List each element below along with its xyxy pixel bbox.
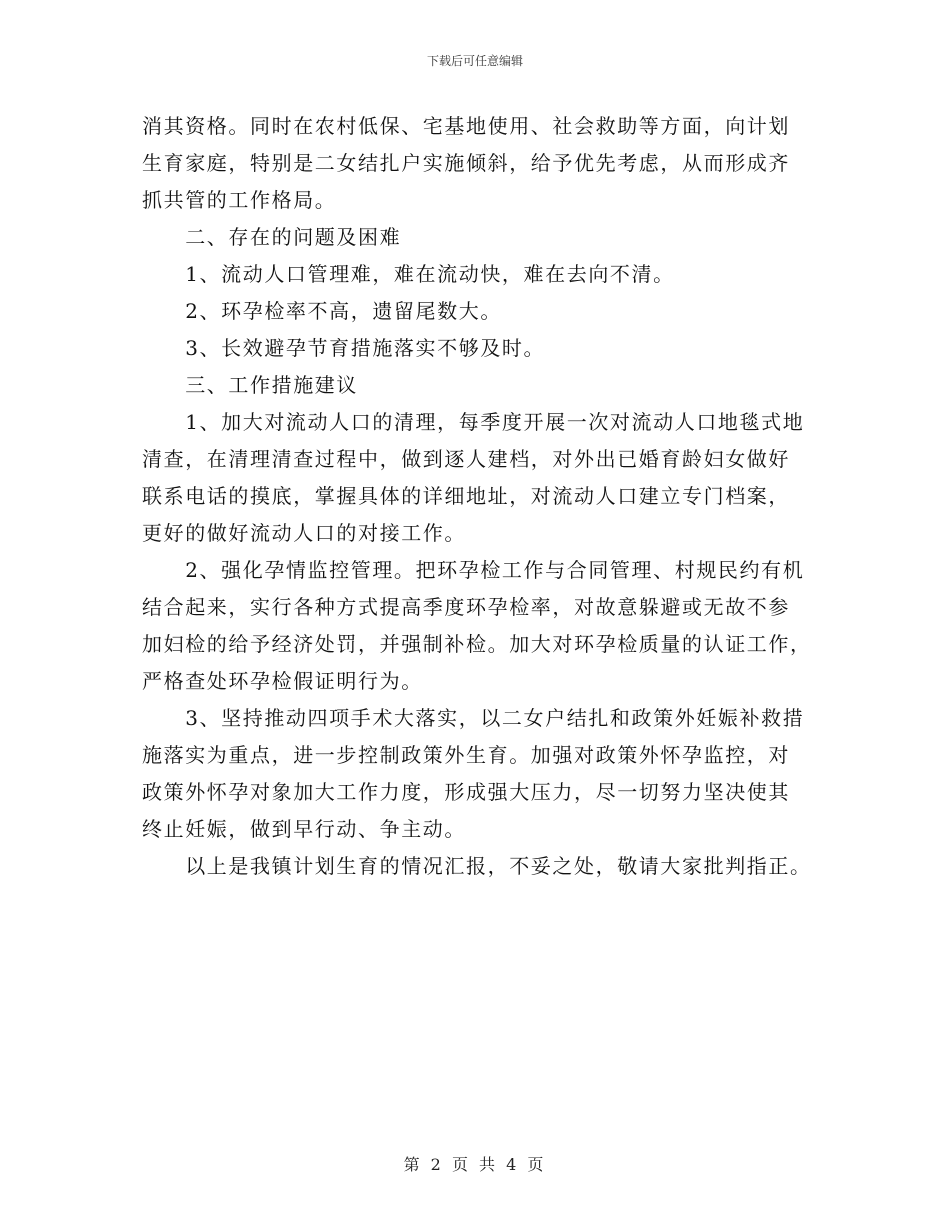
section-heading-measures: 三、工作措施建议 (142, 373, 358, 397)
text-line: 加妇检的给予经济处罚，并强制补检。加大对环孕检质量的认证工作， (142, 632, 812, 656)
page-header-note: 下载后可任意编辑 (426, 54, 523, 68)
text-line: 2、环孕检率不高，遗留尾数大。 (142, 299, 502, 323)
text-line: 联系电话的摸底，掌握具体的详细地址，对流动人口建立专门档案， (142, 484, 790, 508)
text-line: 终止妊娠，做到早行动、争主动。 (142, 817, 466, 841)
text-line: 3、坚持推动四项手术大落实，以二女户结扎和政策外妊娠补救措 (142, 706, 805, 730)
document-body (142, 108, 832, 885)
closing-line: 以上是我镇计划生育的情况汇报，不妥之处，敬请大家批判指正。 (142, 854, 812, 878)
text-line: 2、强化孕情监控管理。把环孕检工作与合同管理、村规民约有机 (142, 558, 805, 582)
text-line: 严格查处环孕检假证明行为。 (142, 669, 423, 693)
text-line: 1、加大对流动人口的清理，每季度开展一次对流动人口地毯式地 (142, 410, 805, 434)
text-line: 生育家庭，特别是二女结扎户实施倾斜，给予优先考虑，从而形成齐 (142, 151, 790, 175)
page-number: 第 2 页 共 4 页 (403, 1155, 547, 1174)
text-line: 施落实为重点，进一步控制政策外生育。加强对政策外怀孕监控，对 (142, 743, 790, 767)
text-line: 政策外怀孕对象加大工作力度，形成强大压力，尽一切努力坚决使其 (142, 780, 790, 804)
text-line: 消其资格。同时在农村低保、宅基地使用、社会救助等方面，向计划 (142, 114, 790, 138)
text-line: 3、长效避孕节育措施落实不够及时。 (142, 336, 546, 360)
text-line: 1、流动人口管理难，难在流动快，难在去向不清。 (142, 262, 675, 286)
text-line: 更好的做好流动人口的对接工作。 (142, 521, 466, 545)
section-heading-problems: 二、存在的问题及困难 (142, 225, 402, 249)
text-line: 清查，在清理清查过程中，做到逐人建档，对外出已婚育龄妇女做好 (142, 447, 790, 471)
text-line: 抓共管的工作格局。 (142, 188, 337, 212)
text-line: 结合起来，实行各种方式提高季度环孕检率，对故意躲避或无故不参 (142, 595, 790, 619)
